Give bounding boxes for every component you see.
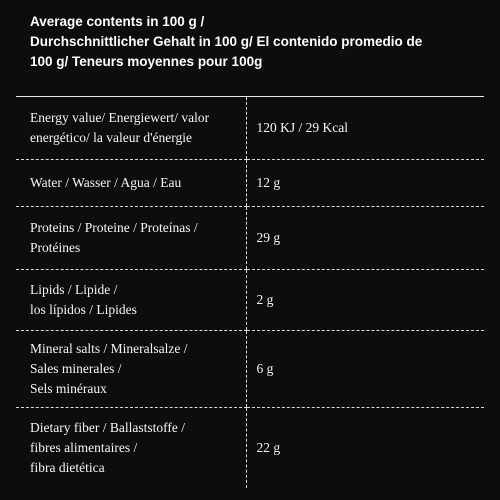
nutrient-value: 22 g: [246, 408, 484, 489]
nutrient-name: Dietary fiber / Ballaststoffe / fibres alimentaires / fibra dietética: [30, 420, 185, 475]
heading-line-2: Durchschnittlicher Gehalt in 100 g/ El contenido promedio de: [30, 34, 423, 49]
nutrition-panel: [16, 12, 484, 488]
nutrient-name: Lipids / Lipide / los lípidos / Lipides: [16, 270, 246, 331]
nutrient-value: 120 KJ / 29 Kcal: [246, 97, 484, 160]
nutrient-value: 12 g: [246, 160, 484, 207]
heading-line-1: Average contents in 100 g /: [30, 14, 205, 29]
table-row-lipids: [16, 270, 484, 331]
nutrient-value: 6 g: [246, 331, 484, 408]
table-heading: [16, 12, 484, 82]
table-row-proteins: [16, 207, 484, 270]
nutrient-name: Energy value/ Energiewert/ valor energético/ la valeur d'énergie: [16, 97, 246, 160]
table-row-energy: [16, 97, 484, 160]
table-row-dietary-fiber: [16, 408, 484, 489]
table-row-water: [16, 160, 484, 207]
nutrient-value: 29 g: [246, 207, 484, 270]
nutrient-value: 2 g: [246, 270, 484, 331]
nutrition-table: [16, 97, 484, 488]
table-row-mineral-salts: [16, 331, 484, 408]
nutrient-name: Mineral salts / Mineralsalze / Sales minerales / Sels minéraux: [16, 331, 246, 408]
nutrient-name: Water / Wasser / Agua / Eau: [16, 160, 246, 207]
nutrient-name: Proteins / Proteine / Proteínas / Protéines: [16, 207, 246, 270]
heading-line-3: 100 g/ Teneurs moyennes pour 100g: [30, 54, 263, 69]
